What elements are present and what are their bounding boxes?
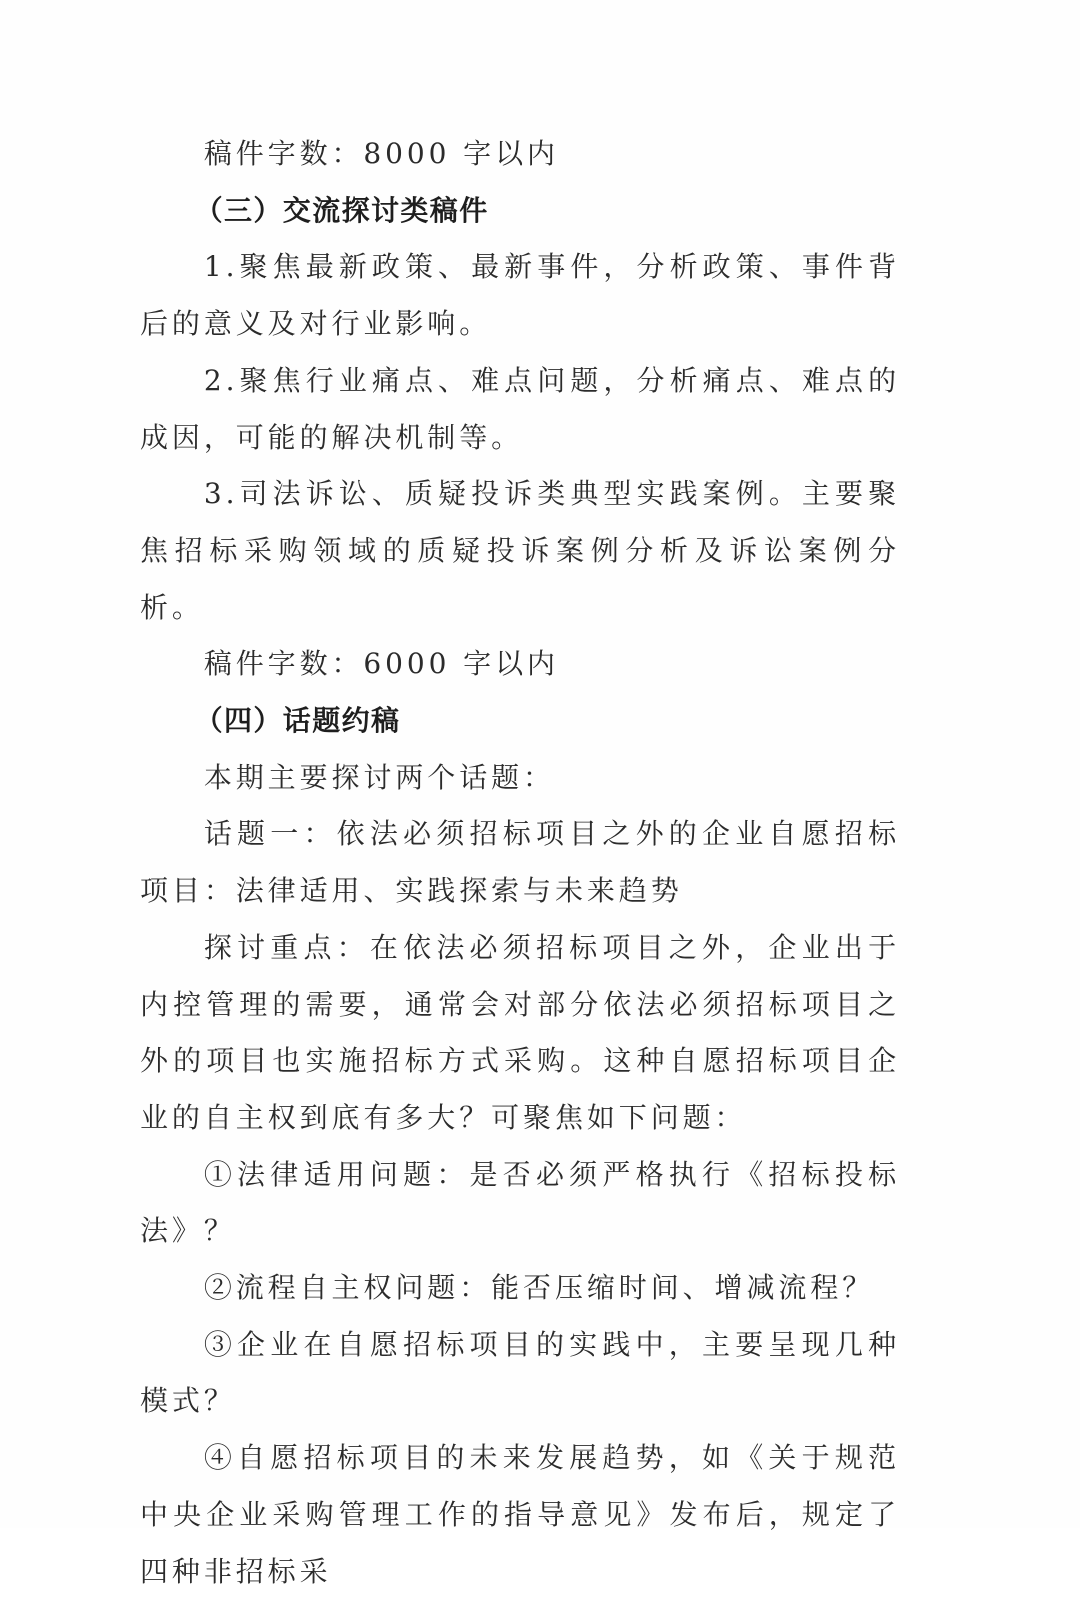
paragraph-intro: 本期主要探讨两个话题： bbox=[203, 760, 555, 794]
word-limit-note: 稿件字数：6000 字以内 bbox=[203, 647, 559, 681]
paragraph-item-3: 3.司法诉讼、质疑投诉类典型实践案例。主要聚焦招标采购领域的质疑投诉案例分析及诉讼案例分析。 bbox=[140, 477, 900, 624]
section-heading-4: （四）话题约稿 bbox=[194, 704, 401, 738]
question-item-4: ④自愿招标项目的未来发展趋势，如《关于规范中央企业采购管理工作的指导意见》发布后，规定了四种非招标采 bbox=[140, 1441, 900, 1588]
question-item-3: ③企业在自愿招标项目的实践中，主要呈现几种模式？ bbox=[140, 1327, 900, 1418]
question-item-1: ①法律适用问题：是否必须严格执行《招标投标法》？ bbox=[140, 1157, 900, 1248]
question-item-2: ②流程自主权问题：能否压缩时间、增减流程？ bbox=[203, 1271, 875, 1305]
paragraph-item-1: 1.聚焦最新政策、最新事件，分析政策、事件背后的意义及对行业影响。 bbox=[140, 250, 900, 341]
section-heading-3: （三）交流探讨类稿件 bbox=[194, 193, 489, 227]
word-limit-note: 稿件字数：8000 字以内 bbox=[203, 137, 559, 170]
paragraph-item-2: 2.聚焦行业痛点、难点问题，分析痛点、难点的成因，可能的解决机制等。 bbox=[140, 363, 900, 454]
document-body bbox=[140, 126, 900, 1600]
paragraph-discussion-focus: 探讨重点：在依法必须招标项目之外，企业出于内控管理的需要，通常会对部分依法必须招标项目之外的项目也实施招标方式采购。这种自愿招标项目企业的自主权到底有多大？可聚焦如下问题： bbox=[140, 930, 900, 1134]
paragraph-topic-one: 话题一：依法必须招标项目之外的企业自愿招标项目：法律适用、实践探索与未来趋势 bbox=[140, 817, 900, 908]
